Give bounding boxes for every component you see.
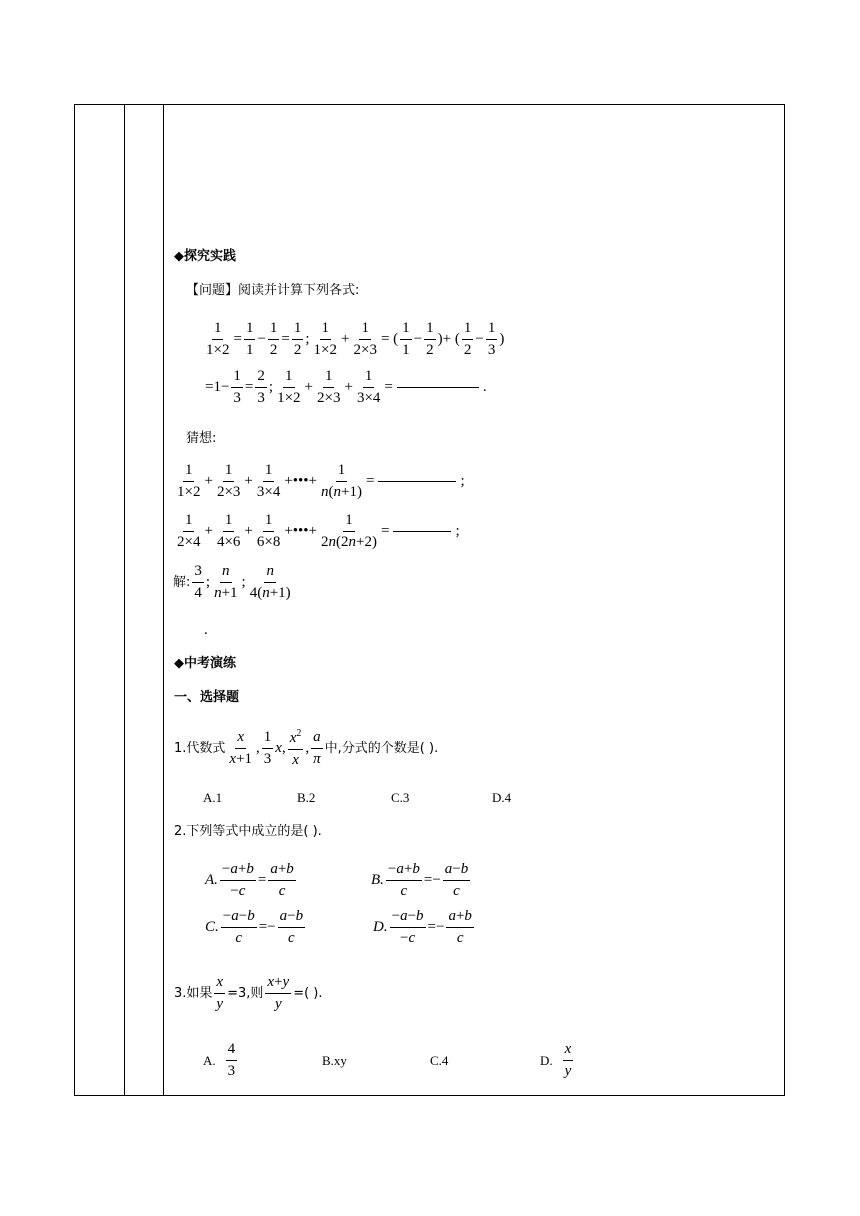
section-title-exam: ◆中考演练 (174, 656, 236, 671)
table-column-divider (163, 104, 164, 1096)
question-2: 2.下列等式中成立的是( ). (174, 824, 322, 839)
q3-option-a-label: A. (203, 1053, 216, 1068)
q1-option-d[interactable]: D.4 (492, 790, 512, 805)
section-subtitle-choice: 一、选择题 (174, 690, 240, 705)
guess-formula-1: $\frac{1}{1\times 2}$ + $\frac{1}{2\times 3}$ + $\frac{1}{3\times 4}$ +•••+ $\frac{1}{n(n+1)}$ = ; (177, 462, 465, 500)
q2-option-b-label: B. (371, 872, 384, 888)
question-3-prefix: 3.如果 (174, 986, 213, 1001)
q1-option-b[interactable]: B.2 (297, 790, 316, 805)
q2-option-d-label: D. (373, 919, 388, 935)
q2-option-b[interactable]: B. $\frac{-a+b}{c}$ =− $\frac{a-b}{c}$ (371, 861, 469, 899)
q3-option-c[interactable]: C.4 (430, 1053, 449, 1068)
question-1-suffix: 中,分式的个数是( ). (324, 741, 439, 756)
q2-option-d[interactable]: D. $\frac{-a-b}{-c}$ =− $\frac{a+b}{c}$ (373, 908, 472, 946)
q1-option-a[interactable]: A.1 (203, 790, 223, 805)
q2-option-a-label: A. (205, 872, 218, 888)
q2-option-c[interactable]: C. $\frac{-a-b}{c}$ =− $\frac{a-b}{c}$ (205, 908, 304, 946)
section-title-explore: ◆探究实践 (174, 249, 236, 264)
solution-label: 解: (173, 575, 191, 590)
question-1: 1.代数式 $\frac{x}{x+1}$ , $\frac{1}{3}$ x , $\frac{x^2}{x}$ , $\frac{a}{\pi}$ 中,分式的个数是( ). (174, 728, 439, 768)
question-3-mid: =3,则 (227, 986, 264, 1001)
q3-option-d[interactable]: D. $\frac{x}{y}$ (540, 1041, 572, 1079)
q3-option-d-label: D. (540, 1053, 553, 1068)
problem-statement: 【问题】阅读并计算下列各式: (186, 283, 360, 298)
q3-option-a[interactable]: A. $\frac{4}{3}$ (203, 1041, 236, 1079)
solution-line: 解: $\frac{3}{4}$ ; $\frac{n}{n+1}$ ; $\frac{n}{4(n+1)}$ (173, 563, 291, 601)
q3-option-b[interactable]: B.xy (322, 1053, 347, 1068)
q1-option-c[interactable]: C.3 (391, 790, 410, 805)
question-3: 3.如果 $\frac{x}{y}$ =3,则 $\frac{x+y}{y}$ =( ). (174, 974, 323, 1012)
question-1-prefix: 1.代数式 (174, 741, 226, 756)
guess-formula-2: $\frac{1}{2\times 4}$ + $\frac{1}{4\times 6}$ + $\frac{1}{6\times 8}$ +•••+ $\frac{1}{2n(2n+2)}$ = ; (177, 512, 460, 550)
table-column-divider (124, 104, 125, 1096)
formula-line-2: =1− $\frac{1}{3}$ = $\frac{2}{3}$ ; $\frac{1}{1\times 2}$ + $\frac{1}{2\times 3}$ + $\frac{1}{3\times 4}$ = . (205, 368, 487, 406)
solution-dot: . (204, 622, 208, 638)
guess-label: 猜想: (186, 431, 217, 446)
q2-option-c-label: C. (205, 919, 219, 935)
question-3-suffix: =( ). (293, 986, 323, 1001)
formula-line-1: $\frac{1}{1\times 2}$ = $\frac{1}{1}$ − $\frac{1}{2}$ = $\frac{1}{2}$ ; $\frac{1}{1\times 2}$ + $\frac{1}{2\times 3}$ = ( $\frac{1}{1}$ − $\frac{1}{2}$ )+ ( $\frac{1}{2}$ − $\frac{1}{3}$ ) (206, 320, 505, 358)
q2-option-a[interactable]: A. $\frac{-a+b}{-c}$ = $\frac{a+b}{c}$ (205, 861, 294, 899)
